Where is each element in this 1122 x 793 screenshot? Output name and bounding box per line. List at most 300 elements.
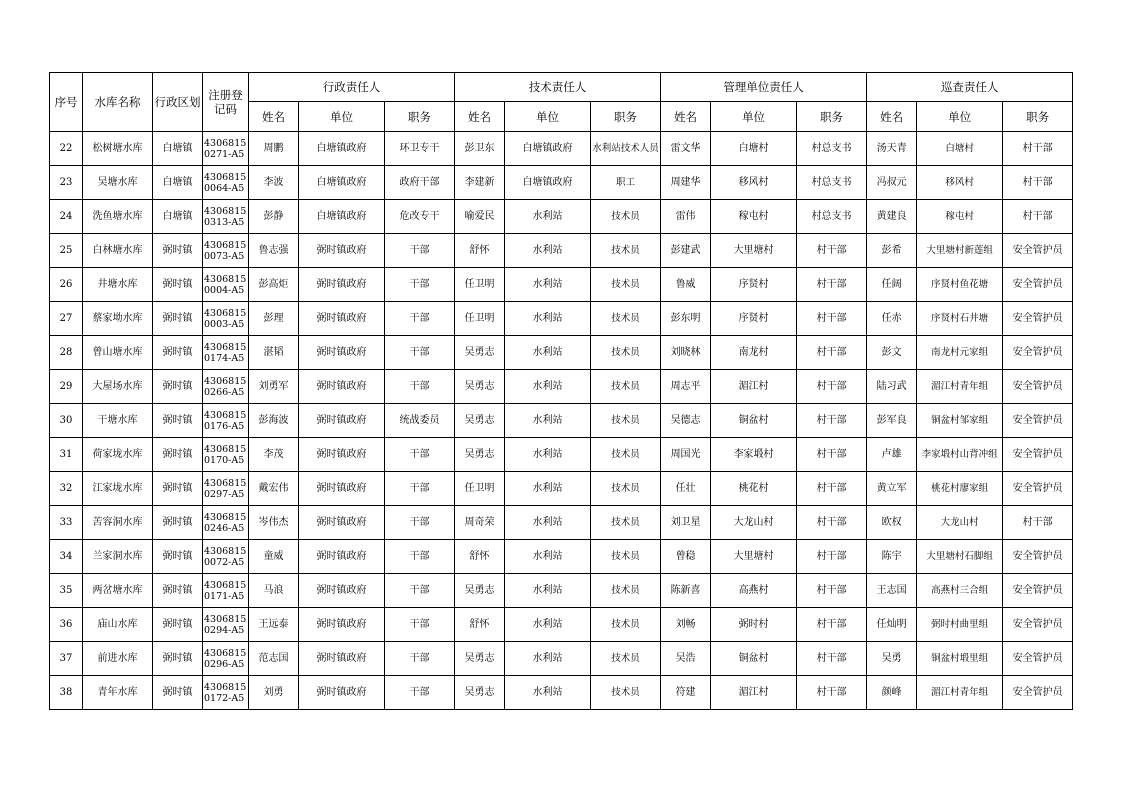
cell-tech-position: 技术员 bbox=[591, 438, 661, 472]
table-row bbox=[50, 234, 1073, 268]
cell-tech-unit: 水利站 bbox=[505, 234, 591, 268]
cell-reservoir-name: 洗鱼塘水库 bbox=[83, 200, 153, 234]
cell-seq: 22 bbox=[50, 132, 83, 166]
header-group-technical: 技术责任人 bbox=[455, 73, 661, 102]
cell-reservoir-name: 荷家垅水库 bbox=[83, 438, 153, 472]
table-row bbox=[50, 574, 1073, 608]
cell-admin-name: 戴宏伟 bbox=[249, 472, 299, 506]
cell-inspect-position: 安全管护员 bbox=[1003, 608, 1073, 642]
cell-mgmt-name: 曾稳 bbox=[661, 540, 711, 574]
cell-inspect-name: 吴勇 bbox=[867, 642, 917, 676]
cell-registration-code: 4306815 0004-A5 bbox=[203, 268, 249, 302]
header-name: 姓名 bbox=[661, 102, 711, 132]
cell-tech-name: 周奇荣 bbox=[455, 506, 505, 540]
cell-admin-unit: 弼时镇政府 bbox=[299, 642, 385, 676]
cell-inspect-position: 安全管护员 bbox=[1003, 438, 1073, 472]
cell-admin-name: 鲁志强 bbox=[249, 234, 299, 268]
cell-mgmt-name: 刘卫星 bbox=[661, 506, 711, 540]
header-position: 职务 bbox=[1003, 102, 1073, 132]
cell-inspect-name: 王志国 bbox=[867, 574, 917, 608]
cell-mgmt-name: 彭东明 bbox=[661, 302, 711, 336]
cell-mgmt-name: 吴德志 bbox=[661, 404, 711, 438]
cell-mgmt-position: 村干部 bbox=[797, 404, 867, 438]
cell-inspect-unit: 移风村 bbox=[917, 166, 1003, 200]
cell-reservoir-name: 江家垅水库 bbox=[83, 472, 153, 506]
header-unit: 单位 bbox=[505, 102, 591, 132]
cell-seq: 36 bbox=[50, 608, 83, 642]
cell-admin-unit: 白塘镇政府 bbox=[299, 200, 385, 234]
cell-reservoir-name: 前进水库 bbox=[83, 642, 153, 676]
cell-tech-position: 技术员 bbox=[591, 506, 661, 540]
cell-tech-unit: 水利站 bbox=[505, 574, 591, 608]
cell-inspect-position: 安全管护员 bbox=[1003, 268, 1073, 302]
header-region: 行政区划 bbox=[153, 73, 203, 132]
cell-registration-code: 4306815 0064-A5 bbox=[203, 166, 249, 200]
cell-admin-name: 彭理 bbox=[249, 302, 299, 336]
cell-mgmt-unit: 序贤村 bbox=[711, 268, 797, 302]
cell-reservoir-name: 蔡家坳水库 bbox=[83, 302, 153, 336]
cell-region: 弼时镇 bbox=[153, 506, 203, 540]
cell-mgmt-unit: 大里塘村 bbox=[711, 540, 797, 574]
cell-mgmt-name: 吴浩 bbox=[661, 642, 711, 676]
cell-admin-unit: 弼时镇政府 bbox=[299, 336, 385, 370]
cell-inspect-position: 安全管护员 bbox=[1003, 540, 1073, 574]
cell-registration-code: 4306815 0170-A5 bbox=[203, 438, 249, 472]
cell-admin-name: 李茂 bbox=[249, 438, 299, 472]
cell-mgmt-position: 村干部 bbox=[797, 608, 867, 642]
cell-inspect-name: 任阔 bbox=[867, 268, 917, 302]
cell-mgmt-position: 村干部 bbox=[797, 540, 867, 574]
cell-registration-code: 4306815 0174-A5 bbox=[203, 336, 249, 370]
cell-mgmt-name: 雷文华 bbox=[661, 132, 711, 166]
cell-inspect-position: 安全管护员 bbox=[1003, 574, 1073, 608]
cell-admin-position: 干部 bbox=[385, 370, 455, 404]
header-name: 姓名 bbox=[249, 102, 299, 132]
cell-inspect-name: 欧权 bbox=[867, 506, 917, 540]
header-unit: 单位 bbox=[711, 102, 797, 132]
header-unit: 单位 bbox=[917, 102, 1003, 132]
cell-inspect-name: 任灿明 bbox=[867, 608, 917, 642]
cell-tech-unit: 水利站 bbox=[505, 302, 591, 336]
cell-tech-position: 技术员 bbox=[591, 574, 661, 608]
cell-inspect-name: 黄立军 bbox=[867, 472, 917, 506]
cell-inspect-name: 彭希 bbox=[867, 234, 917, 268]
cell-mgmt-name: 周志平 bbox=[661, 370, 711, 404]
cell-inspect-position: 村干部 bbox=[1003, 200, 1073, 234]
table-row bbox=[50, 608, 1073, 642]
cell-registration-code: 4306815 0296-A5 bbox=[203, 642, 249, 676]
cell-registration-code: 4306815 0176-A5 bbox=[203, 404, 249, 438]
cell-inspect-unit: 湄江村青年组 bbox=[917, 370, 1003, 404]
cell-reservoir-name: 苦容洞水库 bbox=[83, 506, 153, 540]
cell-tech-position: 技术员 bbox=[591, 302, 661, 336]
cell-inspect-unit: 铜盆村邹家组 bbox=[917, 404, 1003, 438]
cell-admin-name: 马浪 bbox=[249, 574, 299, 608]
cell-admin-position: 干部 bbox=[385, 642, 455, 676]
table-row bbox=[50, 404, 1073, 438]
header-seq: 序号 bbox=[50, 73, 83, 132]
cell-seq: 29 bbox=[50, 370, 83, 404]
cell-reservoir-name: 曾山塘水库 bbox=[83, 336, 153, 370]
cell-region: 弼时镇 bbox=[153, 540, 203, 574]
cell-inspect-name: 黄建良 bbox=[867, 200, 917, 234]
cell-mgmt-position: 村干部 bbox=[797, 268, 867, 302]
cell-admin-unit: 弼时镇政府 bbox=[299, 302, 385, 336]
cell-inspect-position: 村干部 bbox=[1003, 506, 1073, 540]
cell-inspect-unit: 南龙村元家组 bbox=[917, 336, 1003, 370]
cell-mgmt-name: 陈新喜 bbox=[661, 574, 711, 608]
cell-admin-position: 干部 bbox=[385, 438, 455, 472]
cell-registration-code: 4306815 0271-A5 bbox=[203, 132, 249, 166]
cell-mgmt-name: 刘晓林 bbox=[661, 336, 711, 370]
cell-admin-position: 干部 bbox=[385, 302, 455, 336]
cell-reservoir-name: 松树塘水库 bbox=[83, 132, 153, 166]
cell-tech-position: 技术员 bbox=[591, 370, 661, 404]
cell-mgmt-unit: 湄江村 bbox=[711, 370, 797, 404]
cell-tech-name: 舒怀 bbox=[455, 234, 505, 268]
cell-mgmt-position: 村干部 bbox=[797, 234, 867, 268]
cell-inspect-unit: 大里塘村新莲组 bbox=[917, 234, 1003, 268]
header-group-management: 管理单位责任人 bbox=[661, 73, 867, 102]
cell-reservoir-name: 兰家洞水库 bbox=[83, 540, 153, 574]
table-row bbox=[50, 472, 1073, 506]
cell-inspect-name: 彭文 bbox=[867, 336, 917, 370]
table-row bbox=[50, 642, 1073, 676]
cell-inspect-unit: 弼时村曲里组 bbox=[917, 608, 1003, 642]
cell-admin-position: 干部 bbox=[385, 234, 455, 268]
cell-inspect-position: 安全管护员 bbox=[1003, 234, 1073, 268]
cell-mgmt-name: 任壮 bbox=[661, 472, 711, 506]
cell-inspect-name: 陈宇 bbox=[867, 540, 917, 574]
table-row bbox=[50, 370, 1073, 404]
cell-tech-unit: 水利站 bbox=[505, 370, 591, 404]
cell-admin-unit: 弼时镇政府 bbox=[299, 438, 385, 472]
cell-region: 弼时镇 bbox=[153, 438, 203, 472]
cell-inspect-unit: 铜盆村塅里组 bbox=[917, 642, 1003, 676]
cell-admin-position: 统战委员 bbox=[385, 404, 455, 438]
table-row bbox=[50, 166, 1073, 200]
cell-reservoir-name: 吴塘水库 bbox=[83, 166, 153, 200]
cell-inspect-position: 安全管护员 bbox=[1003, 404, 1073, 438]
cell-tech-unit: 水利站 bbox=[505, 608, 591, 642]
cell-mgmt-position: 村总支书 bbox=[797, 166, 867, 200]
cell-mgmt-unit: 白塘村 bbox=[711, 132, 797, 166]
cell-admin-unit: 弼时镇政府 bbox=[299, 404, 385, 438]
cell-inspect-name: 汤天青 bbox=[867, 132, 917, 166]
cell-admin-position: 干部 bbox=[385, 608, 455, 642]
table-row bbox=[50, 268, 1073, 302]
cell-inspect-name: 彭军良 bbox=[867, 404, 917, 438]
cell-tech-name: 吴勇志 bbox=[455, 642, 505, 676]
cell-admin-name: 彭海波 bbox=[249, 404, 299, 438]
cell-admin-position: 政府干部 bbox=[385, 166, 455, 200]
cell-admin-position: 干部 bbox=[385, 540, 455, 574]
cell-region: 弼时镇 bbox=[153, 268, 203, 302]
cell-mgmt-name: 周建华 bbox=[661, 166, 711, 200]
cell-admin-unit: 弼时镇政府 bbox=[299, 506, 385, 540]
cell-seq: 28 bbox=[50, 336, 83, 370]
cell-inspect-position: 安全管护员 bbox=[1003, 472, 1073, 506]
table-row bbox=[50, 506, 1073, 540]
cell-reservoir-name: 大屋场水库 bbox=[83, 370, 153, 404]
cell-region: 白塘镇 bbox=[153, 132, 203, 166]
cell-admin-name: 童威 bbox=[249, 540, 299, 574]
cell-admin-position: 环卫专干 bbox=[385, 132, 455, 166]
cell-mgmt-position: 村干部 bbox=[797, 676, 867, 710]
cell-tech-position: 技术员 bbox=[591, 608, 661, 642]
cell-tech-name: 吴勇志 bbox=[455, 438, 505, 472]
cell-mgmt-unit: 大里塘村 bbox=[711, 234, 797, 268]
header-position: 职务 bbox=[797, 102, 867, 132]
cell-mgmt-unit: 弼时村 bbox=[711, 608, 797, 642]
cell-tech-position: 水利站技术人员 bbox=[591, 132, 661, 166]
cell-mgmt-name: 雷伟 bbox=[661, 200, 711, 234]
cell-mgmt-unit: 桃花村 bbox=[711, 472, 797, 506]
cell-mgmt-unit: 稼屯村 bbox=[711, 200, 797, 234]
cell-region: 弼时镇 bbox=[153, 404, 203, 438]
cell-inspect-unit: 湄江村青年组 bbox=[917, 676, 1003, 710]
cell-mgmt-position: 村干部 bbox=[797, 438, 867, 472]
cell-admin-unit: 弼时镇政府 bbox=[299, 540, 385, 574]
cell-admin-unit: 弼时镇政府 bbox=[299, 370, 385, 404]
cell-tech-name: 吴勇志 bbox=[455, 574, 505, 608]
cell-mgmt-unit: 移风村 bbox=[711, 166, 797, 200]
cell-mgmt-position: 村干部 bbox=[797, 472, 867, 506]
cell-admin-name: 王远泰 bbox=[249, 608, 299, 642]
cell-tech-name: 彭卫东 bbox=[455, 132, 505, 166]
cell-admin-unit: 弼时镇政府 bbox=[299, 608, 385, 642]
header-group-inspection: 巡查责任人 bbox=[867, 73, 1073, 102]
cell-admin-unit: 弼时镇政府 bbox=[299, 676, 385, 710]
cell-mgmt-unit: 铜盆村 bbox=[711, 404, 797, 438]
cell-tech-position: 技术员 bbox=[591, 540, 661, 574]
cell-admin-position: 干部 bbox=[385, 506, 455, 540]
cell-inspect-position: 村干部 bbox=[1003, 132, 1073, 166]
header-unit: 单位 bbox=[299, 102, 385, 132]
cell-registration-code: 4306815 0072-A5 bbox=[203, 540, 249, 574]
cell-tech-position: 技术员 bbox=[591, 268, 661, 302]
cell-inspect-unit: 大里塘村石脚组 bbox=[917, 540, 1003, 574]
cell-mgmt-position: 村干部 bbox=[797, 506, 867, 540]
cell-mgmt-position: 村干部 bbox=[797, 336, 867, 370]
table-row bbox=[50, 676, 1073, 710]
cell-admin-unit: 弼时镇政府 bbox=[299, 234, 385, 268]
cell-inspect-unit: 序贤村石井塘 bbox=[917, 302, 1003, 336]
header-position: 职务 bbox=[385, 102, 455, 132]
cell-admin-name: 彭静 bbox=[249, 200, 299, 234]
cell-mgmt-position: 村干部 bbox=[797, 574, 867, 608]
header-name: 姓名 bbox=[867, 102, 917, 132]
cell-seq: 27 bbox=[50, 302, 83, 336]
cell-inspect-position: 安全管护员 bbox=[1003, 336, 1073, 370]
cell-tech-unit: 水利站 bbox=[505, 404, 591, 438]
cell-admin-unit: 弼时镇政府 bbox=[299, 268, 385, 302]
cell-admin-name: 刘勇军 bbox=[249, 370, 299, 404]
cell-reservoir-name: 白林塘水库 bbox=[83, 234, 153, 268]
cell-mgmt-unit: 湄江村 bbox=[711, 676, 797, 710]
cell-registration-code: 4306815 0172-A5 bbox=[203, 676, 249, 710]
cell-inspect-unit: 序贤村鱼花塘 bbox=[917, 268, 1003, 302]
cell-inspect-position: 安全管护员 bbox=[1003, 676, 1073, 710]
cell-admin-name: 湛韬 bbox=[249, 336, 299, 370]
cell-inspect-unit: 白塘村 bbox=[917, 132, 1003, 166]
cell-mgmt-unit: 序贤村 bbox=[711, 302, 797, 336]
cell-region: 弼时镇 bbox=[153, 574, 203, 608]
cell-tech-name: 任卫明 bbox=[455, 268, 505, 302]
cell-inspect-unit: 李家塅村山背冲组 bbox=[917, 438, 1003, 472]
cell-region: 白塘镇 bbox=[153, 166, 203, 200]
cell-registration-code: 4306815 0003-A5 bbox=[203, 302, 249, 336]
cell-tech-unit: 水利站 bbox=[505, 506, 591, 540]
cell-tech-unit: 白塘镇政府 bbox=[505, 132, 591, 166]
cell-region: 弼时镇 bbox=[153, 370, 203, 404]
cell-registration-code: 4306815 0246-A5 bbox=[203, 506, 249, 540]
cell-tech-name: 舒怀 bbox=[455, 608, 505, 642]
table-row bbox=[50, 336, 1073, 370]
cell-inspect-position: 安全管护员 bbox=[1003, 302, 1073, 336]
cell-tech-name: 任卫明 bbox=[455, 472, 505, 506]
table-row bbox=[50, 540, 1073, 574]
cell-mgmt-name: 周国光 bbox=[661, 438, 711, 472]
cell-tech-unit: 水利站 bbox=[505, 336, 591, 370]
cell-inspect-unit: 稼屯村 bbox=[917, 200, 1003, 234]
cell-inspect-name: 颜峰 bbox=[867, 676, 917, 710]
header-reservoir-name: 水库名称 bbox=[83, 73, 153, 132]
table-row bbox=[50, 132, 1073, 166]
cell-registration-code: 4306815 0313-A5 bbox=[203, 200, 249, 234]
cell-tech-position: 技术员 bbox=[591, 676, 661, 710]
table-row bbox=[50, 438, 1073, 472]
cell-admin-unit: 弼时镇政府 bbox=[299, 574, 385, 608]
header-name: 姓名 bbox=[455, 102, 505, 132]
header-registration-code: 注册登记码 bbox=[203, 73, 249, 132]
cell-tech-name: 吴勇志 bbox=[455, 370, 505, 404]
cell-seq: 32 bbox=[50, 472, 83, 506]
cell-tech-name: 李建新 bbox=[455, 166, 505, 200]
cell-mgmt-name: 鲁威 bbox=[661, 268, 711, 302]
cell-region: 弼时镇 bbox=[153, 608, 203, 642]
cell-seq: 23 bbox=[50, 166, 83, 200]
cell-seq: 33 bbox=[50, 506, 83, 540]
cell-seq: 24 bbox=[50, 200, 83, 234]
cell-tech-unit: 水利站 bbox=[505, 200, 591, 234]
cell-tech-unit: 水利站 bbox=[505, 642, 591, 676]
cell-mgmt-position: 村总支书 bbox=[797, 200, 867, 234]
cell-mgmt-position: 村总支书 bbox=[797, 132, 867, 166]
cell-seq: 25 bbox=[50, 234, 83, 268]
cell-tech-position: 技术员 bbox=[591, 642, 661, 676]
cell-admin-unit: 弼时镇政府 bbox=[299, 472, 385, 506]
cell-region: 弼时镇 bbox=[153, 302, 203, 336]
cell-admin-name: 刘勇 bbox=[249, 676, 299, 710]
cell-admin-position: 干部 bbox=[385, 574, 455, 608]
cell-reservoir-name: 两岔塘水库 bbox=[83, 574, 153, 608]
cell-inspect-name: 冯叔元 bbox=[867, 166, 917, 200]
table-row bbox=[50, 302, 1073, 336]
cell-admin-name: 周鹏 bbox=[249, 132, 299, 166]
header-position: 职务 bbox=[591, 102, 661, 132]
cell-inspect-unit: 大龙山村 bbox=[917, 506, 1003, 540]
cell-tech-unit: 水利站 bbox=[505, 540, 591, 574]
cell-inspect-position: 安全管护员 bbox=[1003, 642, 1073, 676]
cell-mgmt-unit: 南龙村 bbox=[711, 336, 797, 370]
cell-registration-code: 4306815 0171-A5 bbox=[203, 574, 249, 608]
cell-admin-name: 李波 bbox=[249, 166, 299, 200]
cell-seq: 26 bbox=[50, 268, 83, 302]
cell-mgmt-position: 村干部 bbox=[797, 302, 867, 336]
cell-mgmt-unit: 铜盆村 bbox=[711, 642, 797, 676]
cell-tech-position: 技术员 bbox=[591, 472, 661, 506]
cell-registration-code: 4306815 0073-A5 bbox=[203, 234, 249, 268]
cell-tech-position: 技术员 bbox=[591, 336, 661, 370]
cell-seq: 35 bbox=[50, 574, 83, 608]
cell-reservoir-name: 青年水库 bbox=[83, 676, 153, 710]
table-body bbox=[50, 132, 1073, 710]
cell-tech-position: 技术员 bbox=[591, 200, 661, 234]
cell-registration-code: 4306815 0297-A5 bbox=[203, 472, 249, 506]
cell-admin-unit: 白塘镇政府 bbox=[299, 132, 385, 166]
reservoir-responsibility-table bbox=[49, 72, 1073, 710]
header-group-administrative: 行政责任人 bbox=[249, 73, 455, 102]
cell-admin-name: 岑伟杰 bbox=[249, 506, 299, 540]
cell-inspect-name: 卢雄 bbox=[867, 438, 917, 472]
cell-region: 白塘镇 bbox=[153, 200, 203, 234]
cell-tech-name: 喻爱民 bbox=[455, 200, 505, 234]
cell-admin-position: 危改专干 bbox=[385, 200, 455, 234]
cell-tech-unit: 水利站 bbox=[505, 268, 591, 302]
cell-mgmt-unit: 大龙山村 bbox=[711, 506, 797, 540]
cell-region: 弼时镇 bbox=[153, 234, 203, 268]
cell-inspect-name: 陆习武 bbox=[867, 370, 917, 404]
cell-reservoir-name: 庙山水库 bbox=[83, 608, 153, 642]
cell-seq: 34 bbox=[50, 540, 83, 574]
cell-tech-name: 吴勇志 bbox=[455, 404, 505, 438]
cell-inspect-position: 安全管护员 bbox=[1003, 370, 1073, 404]
cell-mgmt-position: 村干部 bbox=[797, 370, 867, 404]
cell-tech-unit: 水利站 bbox=[505, 472, 591, 506]
cell-seq: 31 bbox=[50, 438, 83, 472]
cell-tech-unit: 白塘镇政府 bbox=[505, 166, 591, 200]
cell-inspect-position: 村干部 bbox=[1003, 166, 1073, 200]
cell-region: 弼时镇 bbox=[153, 336, 203, 370]
cell-tech-name: 吴勇志 bbox=[455, 676, 505, 710]
cell-seq: 37 bbox=[50, 642, 83, 676]
cell-reservoir-name: 干塘水库 bbox=[83, 404, 153, 438]
cell-registration-code: 4306815 0266-A5 bbox=[203, 370, 249, 404]
cell-mgmt-unit: 李家塅村 bbox=[711, 438, 797, 472]
cell-mgmt-name: 彭建武 bbox=[661, 234, 711, 268]
cell-tech-position: 职工 bbox=[591, 166, 661, 200]
cell-admin-name: 范志国 bbox=[249, 642, 299, 676]
cell-inspect-name: 任赤 bbox=[867, 302, 917, 336]
cell-region: 弼时镇 bbox=[153, 676, 203, 710]
cell-region: 弼时镇 bbox=[153, 472, 203, 506]
cell-mgmt-unit: 高燕村 bbox=[711, 574, 797, 608]
cell-admin-position: 干部 bbox=[385, 268, 455, 302]
cell-admin-position: 干部 bbox=[385, 336, 455, 370]
cell-tech-name: 任卫明 bbox=[455, 302, 505, 336]
cell-tech-unit: 水利站 bbox=[505, 676, 591, 710]
cell-inspect-unit: 高燕村三合组 bbox=[917, 574, 1003, 608]
cell-admin-position: 干部 bbox=[385, 472, 455, 506]
cell-seq: 38 bbox=[50, 676, 83, 710]
cell-mgmt-name: 符建 bbox=[661, 676, 711, 710]
cell-tech-position: 技术员 bbox=[591, 234, 661, 268]
cell-admin-unit: 白塘镇政府 bbox=[299, 166, 385, 200]
header-row-groups bbox=[50, 73, 1073, 102]
cell-region: 弼时镇 bbox=[153, 642, 203, 676]
cell-tech-name: 舒怀 bbox=[455, 540, 505, 574]
